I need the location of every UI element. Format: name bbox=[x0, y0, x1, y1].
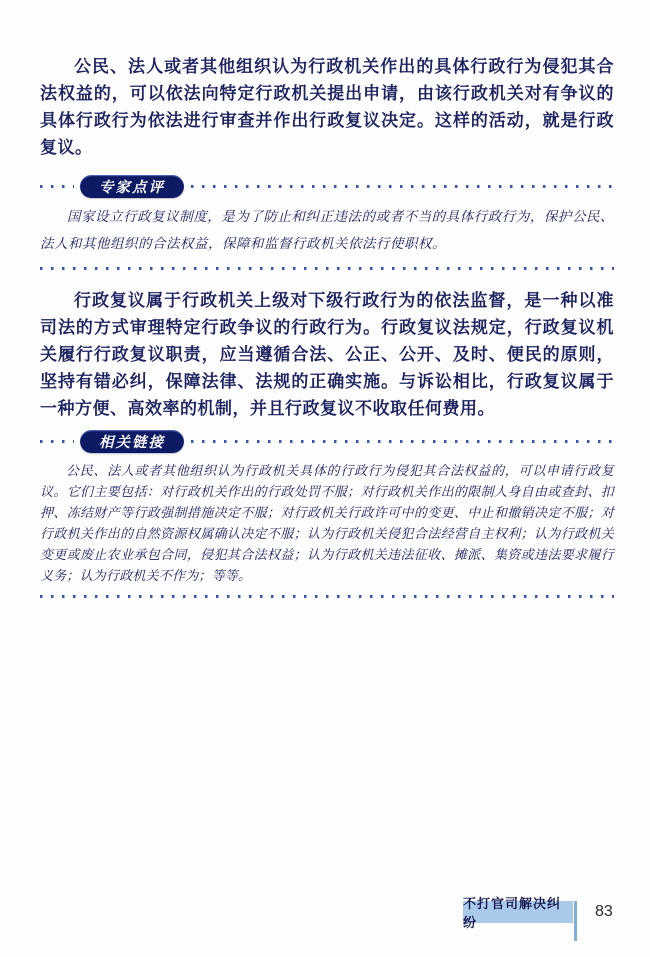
related-links-header bbox=[40, 429, 614, 453]
chapter-title-bar: 不打官司解决纠纷 bbox=[463, 901, 573, 923]
intro-paragraph: 公民、法人或者其他组织认为行政机关作出的具体行政行为侵犯其合法权益的，可以依法向特定行政机关提出申请，由该行政机关对有争议的具体行政行为依法进行审查并作出行政复议决定。这样的活动，就是行政复议。 bbox=[40, 57, 614, 157]
dotted-rule-links-bottom bbox=[40, 595, 614, 598]
page-number: 83 bbox=[595, 903, 613, 920]
footer-divider-line bbox=[574, 901, 577, 941]
dotted-rule-expert-bottom bbox=[40, 267, 614, 270]
main-paragraph: 行政复议属于行政机关上级对下级行政行为的依法监督，是一种以准司法的方式审理特定行政争议的行政行为。行政复议法规定，行政复议机关履行行政复议职责，应当遵循合法、公正、公开、及时、便民的原则，坚持有错必纠，保障法律、法规的正确实施。与诉讼相比，行政复议属于一种方便、高效率的机制，并且行政复议不收取任何费用。 bbox=[40, 291, 614, 418]
dotted-rule-left bbox=[40, 185, 74, 188]
related-links-text: 公民、法人或者其他组织认为行政机关具体的行政行为侵犯其合法权益的，可以申请行政复议。它们主要包括：对行政机关作出的行政处罚不服；对行政机关作出的限制人身自由或查封、扣押、冻结财产等行政强制措施决定不服；对行政机关行政许可中的变更、中止和撤销决定不服；对行政机关作出的自然资源权属确认决定不服；认为行政机关侵犯合法经营自主权利；认为行政机关变更或废止农业承包合同，侵犯其合法权益；认为行政机关违法征收、摊派、集资或违法要求履行义务；认为行政机关不作为；等等。 bbox=[40, 464, 614, 584]
expert-review-text: 国家设立行政复议制度，是为了防止和纠正违法的或者不当的具体行政行为，保护公民、法人和其他组织的合法权益，保障和监督行政机关依法行使职权。 bbox=[40, 209, 614, 252]
dotted-rule-left bbox=[40, 440, 74, 443]
expert-review-header bbox=[40, 174, 614, 198]
related-links-badge: 相关链接 bbox=[80, 430, 184, 453]
dotted-rule-right bbox=[191, 440, 614, 443]
page-footer bbox=[463, 896, 613, 941]
expert-review-badge: 专家点评 bbox=[80, 175, 184, 198]
dotted-rule-right bbox=[191, 185, 614, 188]
